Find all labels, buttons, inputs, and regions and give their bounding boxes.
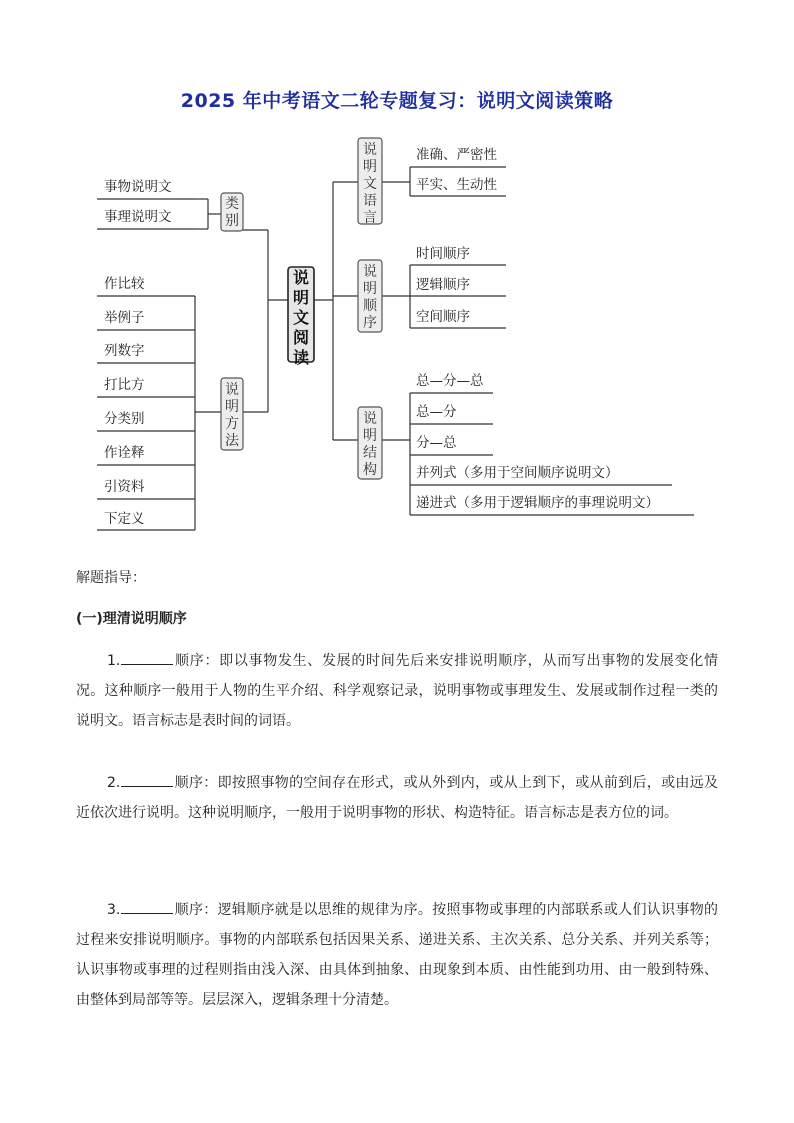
- fill-blank[interactable]: [121, 771, 173, 787]
- leibie-node-label: 类别: [225, 196, 239, 229]
- fangfa-item-7: 下定义: [104, 511, 145, 527]
- paragraph-text: 顺序：即以事物发生、发展的时间先后来安排说明顺序，从而写出事物的发展变化情况。这种顺序一般用于人物的生平介绍、科学观察记录，说明事物或事理发生、发展或制作过程一类的说明文。语言标志是表时间的词语。: [76, 653, 718, 729]
- fangfa-item-2: 列数字: [104, 343, 145, 359]
- fangfa-item-5: 作诠释: [104, 445, 145, 461]
- fill-blank[interactable]: [121, 898, 173, 914]
- yuyan-node-label: 说明文语言: [363, 142, 377, 226]
- shunxu-item-0: 时间顺序: [416, 246, 470, 262]
- yuyan-item-0: 准确、严密性: [416, 147, 497, 163]
- fangfa-item-1: 举例子: [104, 310, 145, 326]
- jiegou-item-3: 并列式（多用于空间顺序说明文）: [416, 465, 619, 481]
- item-number: 1.: [107, 653, 121, 669]
- paragraph-text: 顺序：即按照事物的空间存在形式，或从外到内，或从上到下，或从前到后，或由远及近依次进行说明。这种说明顺序，一般用于说明事物的形状、构造特征。语言标志是表方位的词。: [76, 775, 718, 821]
- guide-heading: 解题指导：: [76, 570, 146, 586]
- fangfa-item-4: 分类别: [104, 411, 145, 427]
- fangfa-item-0: 作比较: [104, 276, 145, 292]
- paragraph-1: [76, 646, 718, 736]
- paragraph-text: 顺序：逻辑顺序就是以思维的规律为序。按照事物或事理的内部联系或人们认识事物的过程来安排说明顺序。事物的内部联系包括因果关系、递进关系、主次关系、总分关系、并列关系等；认识事物或事理的过程则指由浅入深、由具体到抽象、由现象到本质、由性能到功用、由一般到特殊、由整体到局部等等。层层深入，逻辑条理十分清楚。: [76, 902, 718, 1008]
- jiegou-item-1: 总—分: [416, 404, 457, 420]
- shunxu-node-label: 说明顺序: [363, 264, 377, 331]
- jiegou-node-label: 说明结构: [363, 411, 377, 478]
- fangfa-item-6: 引资料: [104, 479, 145, 495]
- item-number: 2.: [107, 775, 121, 791]
- page-title: 2025 年中考语文二轮专题复习：说明文阅读策略: [180, 90, 614, 112]
- shunxu-item-1: 逻辑顺序: [416, 277, 470, 293]
- paragraph-3: [76, 895, 718, 1015]
- yuyan-item-1: 平实、生动性: [416, 177, 497, 193]
- paragraph-2: [76, 768, 718, 828]
- jiegou-item-4: 递进式（多用于逻辑顺序的事理说明文）: [416, 495, 659, 511]
- jiegou-item-0: 总—分—总: [416, 373, 484, 389]
- fangfa-item-3: 打比方: [104, 377, 145, 393]
- item-number: 3.: [107, 902, 121, 918]
- leibie-item-0: 事物说明文: [104, 179, 172, 195]
- fangfa-node-label: 说明方法: [225, 382, 239, 449]
- jiegou-item-2: 分—总: [416, 435, 457, 451]
- leibie-item-1: 事理说明文: [104, 209, 172, 225]
- center-node-label: 说明文阅读: [292, 268, 310, 367]
- fill-blank[interactable]: [121, 649, 173, 665]
- section-heading: (一)理清说明顺序: [76, 611, 187, 627]
- mind-map-diagram: [0, 0, 794, 545]
- shunxu-item-2: 空间顺序: [416, 309, 470, 325]
